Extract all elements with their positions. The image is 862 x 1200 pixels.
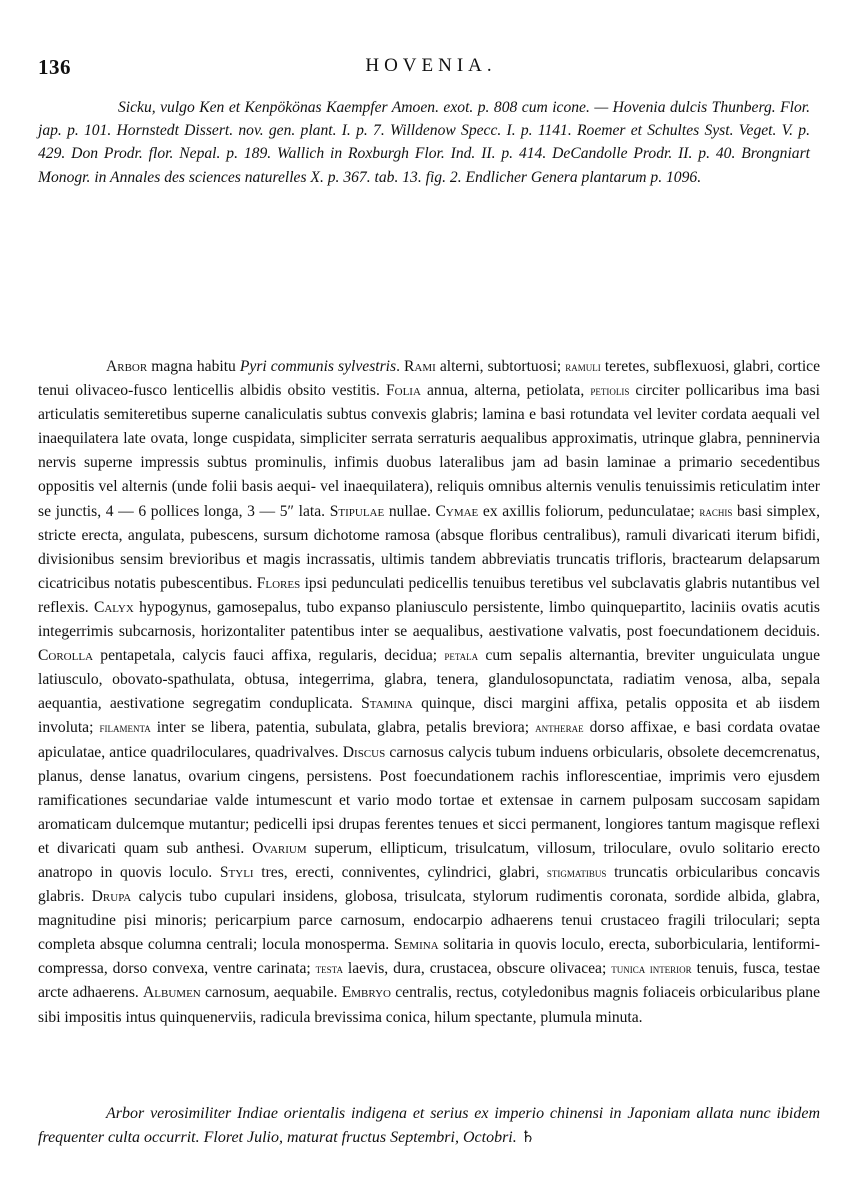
description-text: magna habitu: [147, 358, 240, 375]
description-text: hypogynus, gamosepalus, tubo expanso planiusculo persistente, limbo quinquepartito, laciniis ovatis acutis integerrimis subcarnosis, horizontaliter patentibus inter se aequalibus, aestivatione valvatis, post foecundationem deciduis.: [38, 598, 820, 641]
description-text: superum, ellipticum, trisulcatum, villosum, triloculare, ovulo solitario erecto anatropo in quovis loculo.: [38, 839, 820, 881]
term-ovarium: Ovarium: [252, 839, 307, 857]
term-embryo: Embryo: [341, 984, 391, 1002]
synonymy-text: Sicku, vulgo Ken et Kenpökönas Kaempfer Amoen. exot. p. 808 cum icone. — Hovenia dulcis Thunberg. Flor. jap. p. 101. Hornstedt Dissert. nov. gen. plant. I. p. 7. Willdenow Specc. I. p. 1141. Roemer et Schultes Syst. Veget. V. p. 429. Don Prodr. flor. Nepal. p. 189. Wallich in Roxburgh Flor. Ind. II. p. 414. DeCandolle Prodr. II. p. 40. Brongniart Monogr. in Annales des sciences naturelles X. p. 367. tab. 13. fig. 2. Endlicher Genera plantarum p. 1096.: [38, 99, 810, 186]
description-text: quinque, disci margini affixa, petalis opposita et ab iisdem involuta;: [38, 695, 821, 737]
description-text: carnosum, aequabile.: [200, 984, 342, 1002]
description-text: alterni, subtortuosi;: [435, 358, 566, 375]
description-text: ex axillis foliorum, pedunculatae;: [478, 502, 700, 520]
term-corolla: Corolla: [38, 647, 94, 665]
term-calyx: Calyx: [93, 598, 134, 616]
description-text: tenuis, fusca, testae arcte adhaerens.: [38, 960, 821, 1002]
term-stigmatibus: stigmatibus: [546, 864, 607, 880]
term-albumen: Albumen: [143, 984, 201, 1002]
description-text: teretes, subflexuosi, glabri, cortice tenui olivaceo-fusco lenticellis albidis obsito vestitis.: [38, 358, 820, 400]
description-text: tres, erecti, conniventes, cylindrici, glabri,: [253, 863, 547, 881]
habitat-paragraph: [38, 1102, 820, 1150]
term-stamina: Stamina: [361, 695, 413, 713]
term-petala: petala: [444, 648, 479, 664]
term-arbor: Arbor: [106, 358, 148, 375]
term-rachis: rachis: [699, 503, 733, 519]
description-text: carnosus calycis tubum induens orbicularis, obsolete decemcrenatus, planus, dense lanatus, ovarium cingens, persistens. Post foecundationem rachis inflorescentiae, imprimis vero ejusdem ramificationes secundariae valde intumescunt et vario modo tortae et extensae in carnem pulposam succosam sapidam aromaticam dulcemque mutantur; pedicelli ipsi drupas ferentes tenues et sicci permanent, longiores tantum magisque reflexi et divaricati quam sub anthesi.: [38, 743, 820, 857]
term-flores: Flores: [256, 574, 301, 592]
term-antherae: antherae: [535, 720, 584, 736]
term-discus: Discus: [342, 743, 386, 761]
page-number: 136: [38, 55, 71, 79]
habitat-text: Arbor verosimiliter Indiae orientalis indigena et serius ex imperio chinensi in Japoniam allata nunc ibidem frequenter culta occurrit. Floret Julio, maturat fructus Septembri, Octobri.: [38, 1105, 820, 1146]
description-text: circiter pollicaribus ima basi articulatis semiteretibus superne canaliculatis subtus convexis glabris; lamina e basi rotundata vel leviter cordata aequali vel inaequilatera late ovata, longe cuspidata, simpliciter serrata serraturis aequalibus approximatis, utrinque glabra, penninervia nervis superne impressis subtus prominulis, infimis duobus lateralibus jam ad basin laminae a primario secedentibus oppositis vel alternis (unde folii basis aequi- vel inaequilatera), reliquis omnibus alternis venulis tenuissimis reticulatim inter se junctis, 4 — 6 pollices longa, 3 — 5″ lata.: [38, 382, 820, 520]
description-text: ipsi pedunculati pedicellis tenuibus teretibus vel subclavatis glabris nutantibus vel reflexis.: [38, 574, 820, 616]
species-reference: Pyri communis sylvestris: [239, 358, 397, 375]
term-filamenta: filamenta: [99, 720, 151, 736]
term-drupa: Drupa: [91, 888, 132, 906]
description-text: inter se libera, patentia, subulata, glabra, petalis breviora;: [150, 719, 536, 737]
description-text: annua, alterna, petiolata,: [420, 382, 591, 400]
description-text: centralis, rectus, cotyledonibus magnis foliaceis orbicularibus plane sibi impositis intus quinquenerviis, radicula brevissima conica, hilum spectante, plumula minuta.: [38, 984, 821, 1026]
term-tunica-interior: tunica interior: [611, 961, 692, 977]
description-text: pentapetala, calycis fauci affixa, regularis, decidua;: [93, 647, 445, 665]
description-text: dorso affixae, e basi cordata ovatae apiculatae, antice quadriloculares, quadrivalves.: [38, 719, 820, 761]
description-text: calycis tubo cupulari insidens, globosa, trisulcata, stylorum rudimentis coronata, sordide albida, glabra, magnitudine pisi minoris; pericarpium parce carnosum, endocarpio adhaerens tenui crustaceo fragili triloculari; septa completa absque columna centrali; locula monosperma.: [38, 888, 820, 954]
description-text: .: [396, 358, 404, 375]
term-stipulae: Stipulae: [329, 502, 385, 520]
running-title: HOVENIA.: [365, 55, 497, 76]
term-folia: Folia: [385, 382, 421, 400]
description-paragraph: [38, 355, 820, 1030]
description-text: laevis, dura, crustacea, obscure olivacea;: [342, 960, 612, 978]
description-text: cum sepalis alternantia, breviter unguiculata ungue latiusculo, obovato-spathulata, obtusa, integerrima, glabra, tenera, glandulosopunctata, radiatim venosa, alba, sepala aequantia, aestivatione segregatim conduplicata.: [38, 647, 820, 713]
term-ramuli: ramuli: [565, 359, 601, 374]
perennial-tree-symbol: ♄: [520, 1129, 536, 1146]
term-cymae: Cymae: [435, 502, 479, 520]
term-testa: testa: [315, 961, 343, 977]
term-petiolis: petiolis: [590, 383, 630, 399]
description-text: nullae.: [384, 502, 436, 520]
term-rami: Rami: [404, 358, 436, 375]
description-text: truncatis orbicularibus concavis glabris.: [38, 863, 820, 906]
description-text: solitaria in quovis loculo, erecta, suborbicularia, lentiformi-compressa, dorso convexa, ventre carinata;: [38, 936, 820, 978]
term-styli: Styli: [219, 863, 254, 881]
synonymy-paragraph: [38, 96, 810, 189]
description-text: basi simplex, stricte erecta, angulata, pubescens, sursum dichotome ramosa (absque floribus centralibus), ramuli divaricati iterum bifidi, divisionibus sensim brevioribus et magis incrassatis, ultimis tandem abbreviatis truncatis trifloris, bractearum delapsarum cicatricibus notatis pubescentibus.: [38, 502, 820, 592]
term-semina: Semina: [393, 936, 439, 954]
